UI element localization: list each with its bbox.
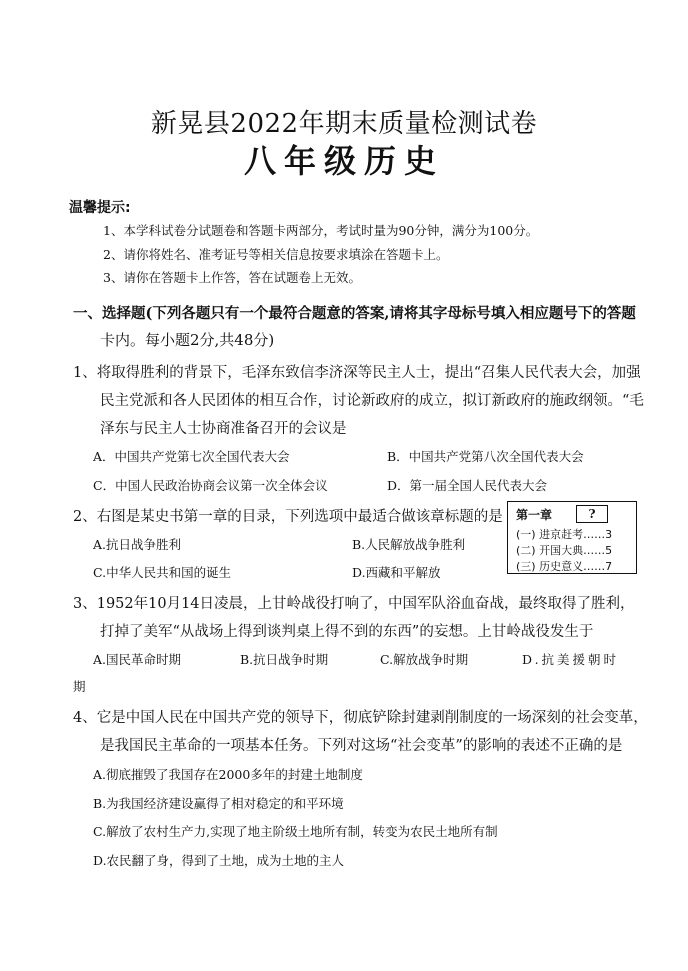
option-d: D.西藏和平解放 (352, 565, 441, 580)
option-c: C.解放战争时期 (380, 652, 469, 667)
toc-item: (二) 开国大典……5 (516, 544, 613, 557)
question-4-line: 是我国民主革命的一项基本任务。下列对这场“社会变革”的影响的表述不正确的是 (100, 738, 623, 754)
option-b: B.抗日战争时期 (240, 652, 329, 667)
option-a: A.彻底摧毁了我国存在2000多年的封建土地制度 (93, 767, 363, 782)
option-d: D．第一届全国人民代表大会 (387, 478, 548, 493)
toc-chapter-label: 第一章 (516, 508, 553, 522)
tip-item: 1、本学科试卷分试题卷和答题卡两部分，考试时量为90分钟，满分为100分。 (103, 223, 539, 238)
option-c: C.解放了农村生产力,实现了地主阶级土地所有制，转变为农民土地所有制 (93, 824, 498, 839)
section-heading-cont: 卡内。每小题2分,共48分) (100, 331, 275, 349)
option-d-continued: 期 (73, 679, 86, 694)
question-1-line: 1、将取得胜利的背景下，毛泽东致信李济深等民主人士，提出“召集人民代表大会，加强 (73, 365, 641, 381)
chapter-toc-figure (507, 501, 637, 574)
option-b: B.人民解放战争胜利 (352, 537, 466, 552)
question-3-line: 打掉了美军“从战场上得到谈判桌上得不到的东西”的妄想。上甘岭战役发生于 (100, 624, 594, 640)
toc-title-blank: ? (576, 505, 608, 523)
option-c: C．中国人民政治协商会议第一次全体会议 (93, 478, 328, 493)
tip-item: 2、请你将姓名、准考证号等相关信息按要求填涂在答题卡上。 (103, 247, 449, 262)
toc-item: (三) 历史意义……7 (516, 560, 613, 573)
question-1-line: 民主党派和各人民团体的相互合作，讨论新政府的成立，拟订新政府的施政纲领。“毛 (100, 393, 644, 409)
option-a: A.抗日战争胜利 (93, 537, 182, 552)
toc-item: (一) 进京赶考……3 (516, 528, 613, 541)
question-2-line: 2、右图是某史书第一章的目录，下列选项中最适合做该章标题的是 (73, 509, 503, 525)
question-4-line: 4、它是中国人民在中国共产党的领导下，彻底铲除封建剥削制度的一场深刻的社会变革， (73, 710, 648, 726)
tip-item: 3、请你在答题卡上作答，答在试题卷上无效。 (103, 270, 361, 285)
tips-heading: 温馨提示: (69, 200, 131, 216)
exam-title: 新晃县2022年期末质量检测试卷 (150, 109, 538, 139)
option-b: B．中国共产党第八次全国代表大会 (387, 449, 584, 464)
option-a: A.国民革命时期 (93, 652, 182, 667)
option-c: C.中华人民共和国的诞生 (93, 565, 232, 580)
option-d: D.抗美援朝时 (522, 652, 620, 667)
option-a: A．中国共产党第七次全国代表大会 (93, 449, 290, 464)
section-heading (73, 302, 636, 323)
exam-subject: 八年级历史 (243, 142, 444, 180)
question-1-line: 泽东与民主人士协商准备召开的会议是 (100, 421, 347, 437)
option-d: D.农民翻了身，得到了土地，成为土地的主人 (93, 853, 345, 868)
question-3-line: 3、1952年10月14日凌晨，上甘岭战役打响了，中国军队浴血奋战，最终取得了胜利， (73, 596, 635, 612)
option-b: B.为我国经济建设赢得了相对稳定的和平环境 (93, 796, 344, 811)
section-heading-line: 一、选择题(下列各题只有一个最符合题意的答案,请将其字母标号填入相应题号下的答题 (73, 305, 636, 322)
